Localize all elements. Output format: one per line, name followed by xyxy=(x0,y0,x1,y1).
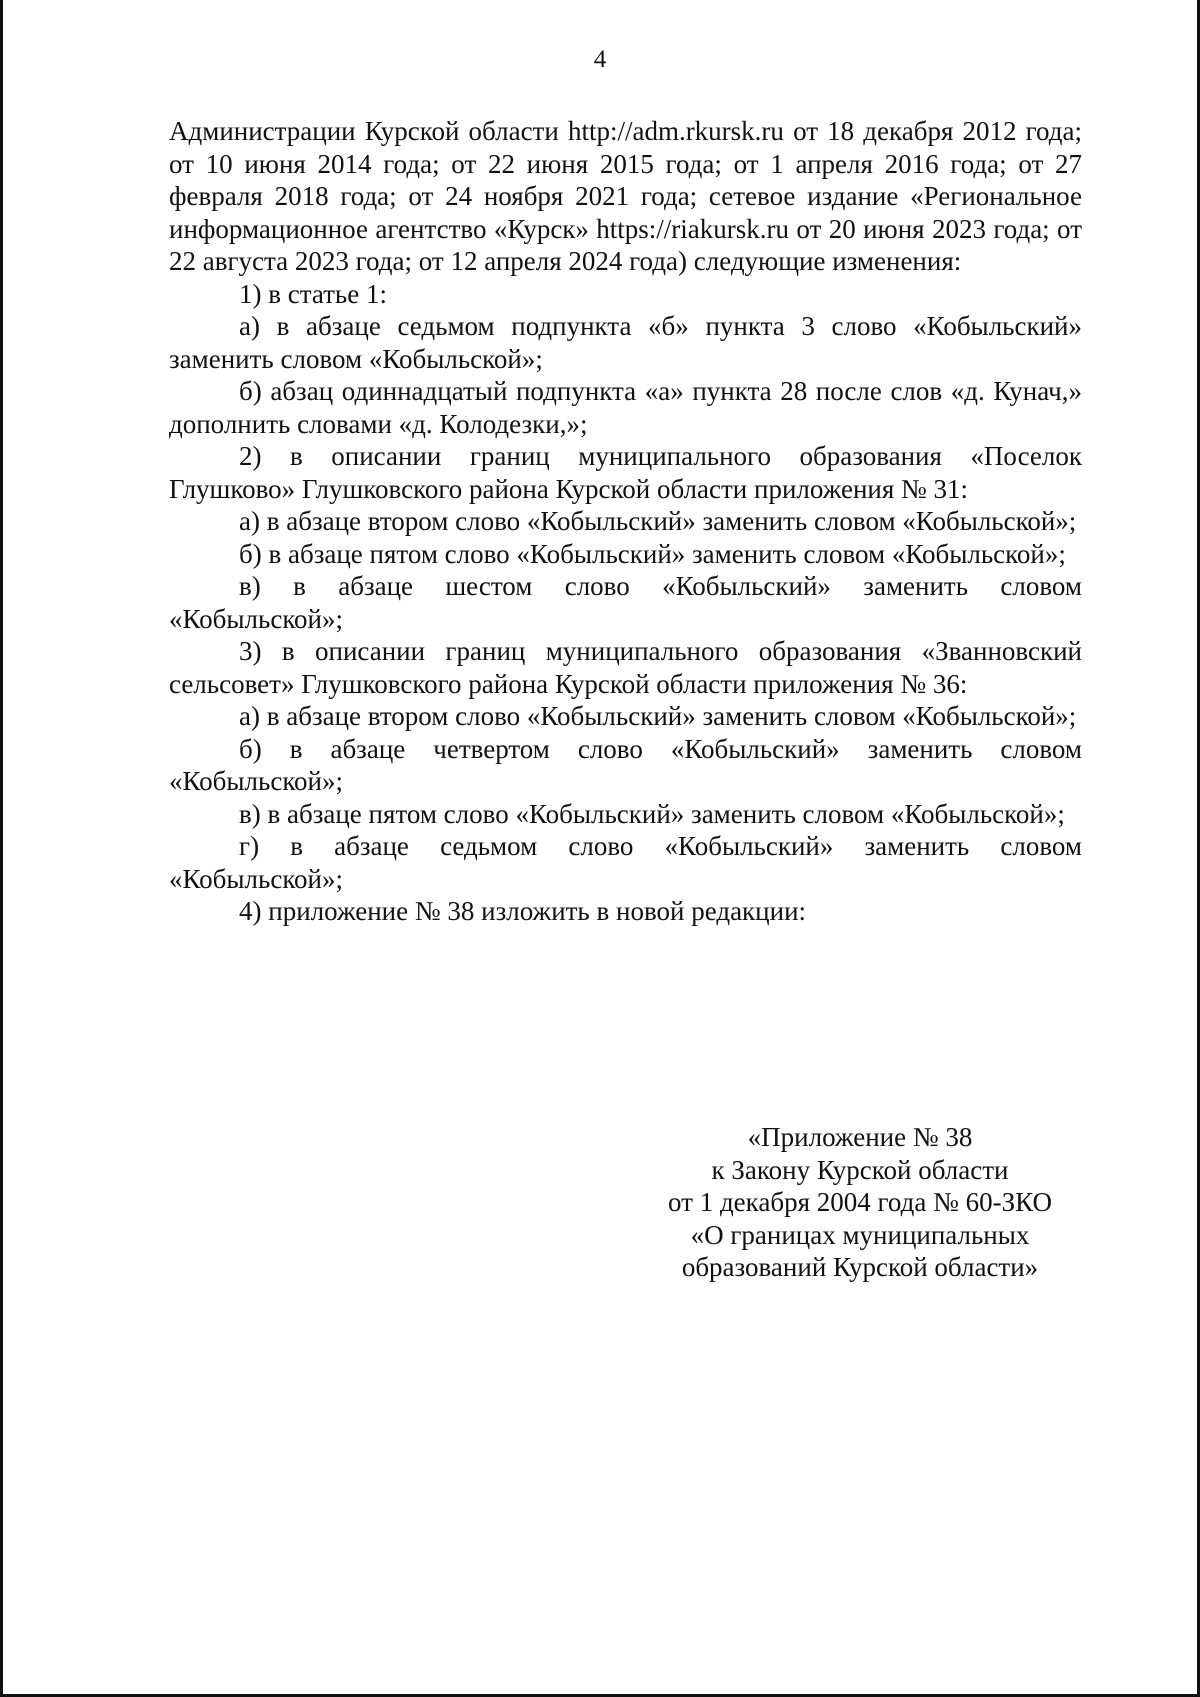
paragraph-item-2a: а) в абзаце втором слово «Кобыльский» заменить словом «Кобыльской»; xyxy=(239,506,1077,536)
paragraph-item-1b: б) абзац одиннадцатый подпункта «а» пункта 28 после слов «д. Кунач,» дополнить словами «д. Колодезки,»; xyxy=(169,376,1082,439)
paragraph-item-3a: а) в абзаце втором слово «Кобыльский» заменить словом «Кобыльской»; xyxy=(239,701,1077,731)
paragraph-item-2: 2) в описании границ муниципального образования «Поселок Глушково» Глушковского района Курской области приложения № 31: xyxy=(169,441,1082,504)
paragraph-item-2b: б) в абзаце пятом слово «Кобыльский» заменить словом «Кобыльской»; xyxy=(239,538,1066,569)
document-body xyxy=(169,115,1082,928)
scan-edge-left xyxy=(0,0,3,1697)
paragraph-item-3g: г) в абзаце седьмом слово «Кобыльский» заменить словом «Кобыльской»; xyxy=(169,831,1082,894)
paragraph-item-3v: в) в абзаце пятом слово «Кобыльский» заменить словом «Кобыльской»; xyxy=(239,798,1065,829)
paragraph-item-2v: в) в абзаце шестом слово «Кобыльский» заменить словом «Кобыльской»; xyxy=(169,571,1082,634)
paragraph-item-3: 3) в описании границ муниципального образования «Званновский сельсовет» Глушковского района Курской области приложения № 36: xyxy=(169,636,1082,699)
appendix-law-title-2: образований Курской области» xyxy=(681,1252,1039,1282)
appendix-law-title-1: «О границах муниципальных xyxy=(690,1219,1030,1250)
page-number: 4 xyxy=(593,46,607,73)
appendix-law-date: от 1 декабря 2004 года № 60-ЗКО xyxy=(668,1187,1052,1217)
paragraph-item-1: 1) в статье 1: xyxy=(239,278,387,309)
appendix-law-reference: к Закону Курской области xyxy=(711,1154,1009,1185)
paragraph-intro-continuation: Администрации Курской области http://adm.rkursk.ru от 18 декабря 2012 года; от 10 июня 2014 года; от 22 июня 2015 года; от 1 апреля 2016 года; от 27 февраля 2018 года; от 24 ноября 2021 года; сетевое издание «Региональное информационное агентство «Курск» https://riakursk.ru от 20 июня 2023 года; от 22 августа 2023 года; от 12 апреля 2024 года) следующие изменения: xyxy=(169,116,1082,276)
paragraph-item-1a: а) в абзаце седьмом подпункта «б» пункта 3 слово «Кобыльский» заменить словом «Кобыльской»; xyxy=(169,311,1082,374)
paragraph-item-4: 4) приложение № 38 изложить в новой редакции: xyxy=(239,896,807,926)
appendix-header xyxy=(640,1121,1080,1284)
appendix-title: «Приложение № 38 xyxy=(747,1122,973,1152)
paragraph-item-3b: б) в абзаце четвертом слово «Кобыльский» заменить словом «Кобыльской»; xyxy=(169,733,1082,796)
